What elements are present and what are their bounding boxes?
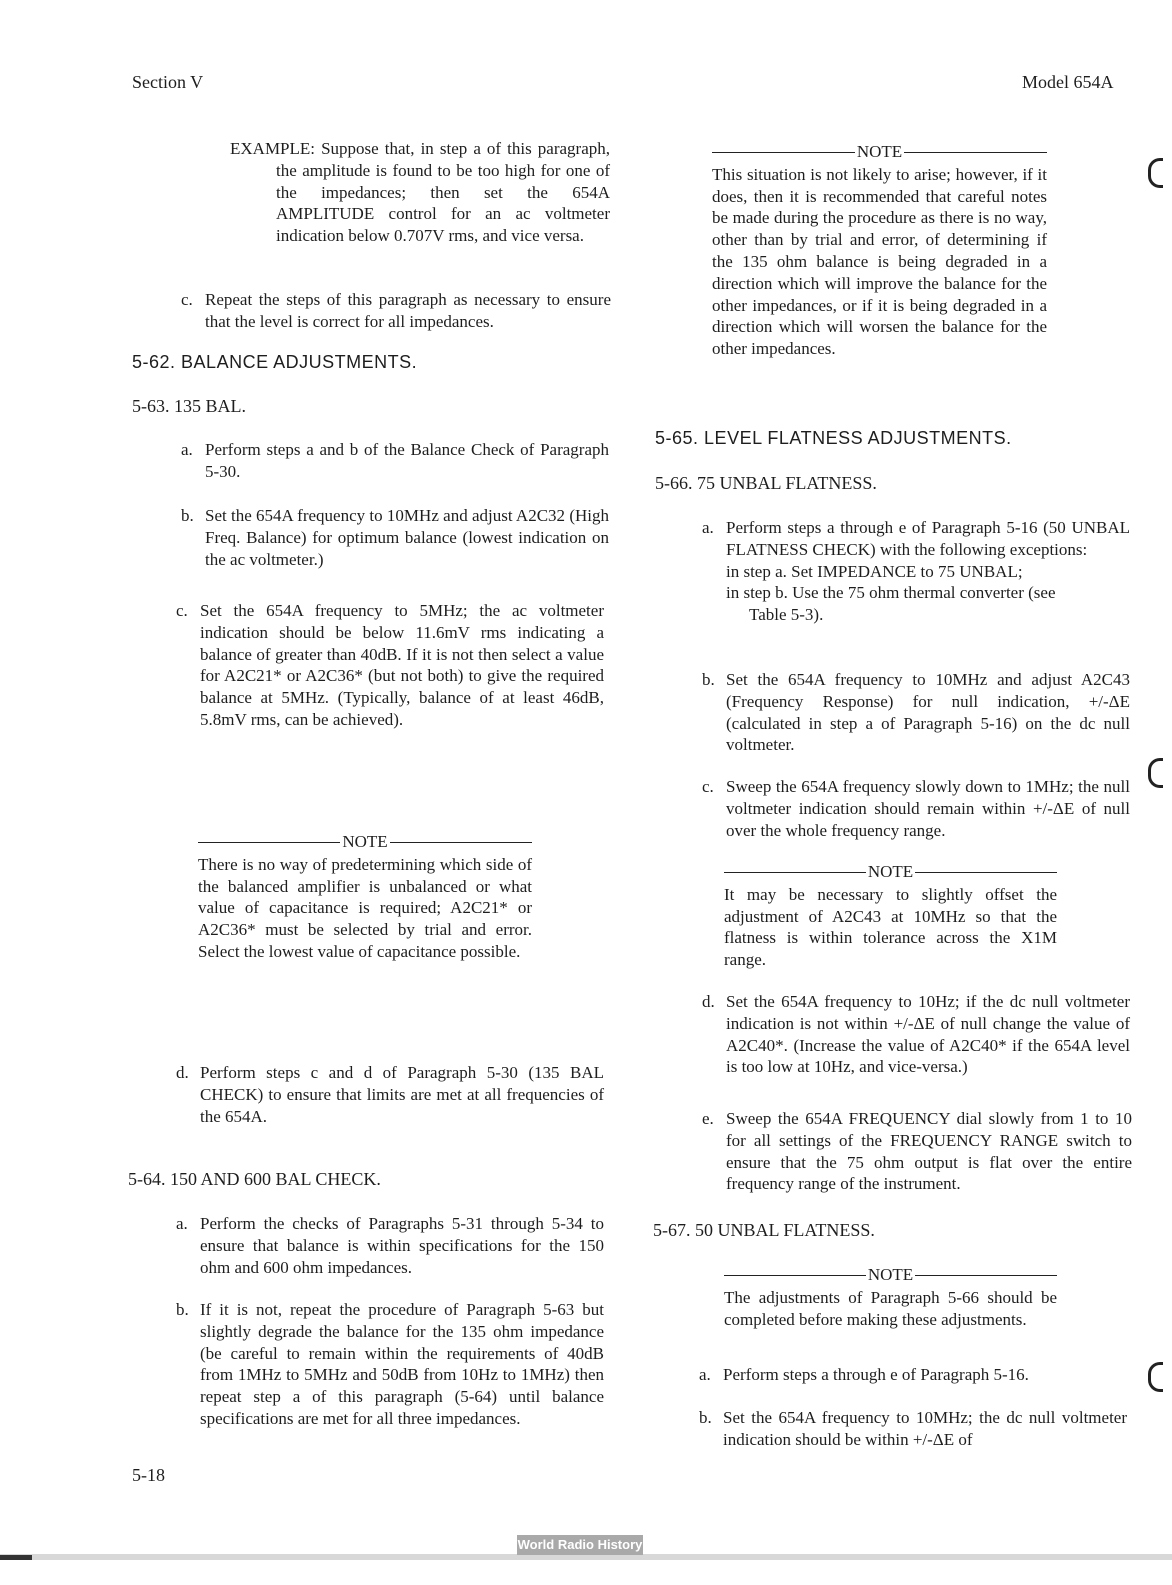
step-label: e. <box>702 1109 714 1128</box>
example-block <box>230 138 610 247</box>
page-number: 5-18 <box>132 1465 165 1485</box>
step-label: d. <box>702 992 715 1011</box>
note-text: This situation is not likely to arise; however, if it does, then it is recommended that careful notes be made during the procedure as there is no way, other than by trial and error, of determining if the 135 ohm balance is being degraded in a direction which will improve the balance for the other impedances, or if it is being degraded in a direction which will worsen the balance for the other impedances. <box>712 164 1047 359</box>
step-text: Set the 654A frequency to 10MHz and adjust A2C32 (High Freq. Balance) for optimum balance (lowest indication on the ac voltmeter.) <box>205 506 609 569</box>
step-5-66-d <box>702 991 1130 1078</box>
step-label: b. <box>181 506 194 525</box>
step-5-63-b <box>181 505 609 570</box>
step-text: Set the 654A frequency to 10Hz; if the dc null voltmeter indication is not within +/-ΔE of null change the value of A2C40*. (Increase the value of A2C40* if the 654A level is too low at 10Hz, and vice-versa.) <box>726 992 1130 1077</box>
heading-5-65 <box>655 428 1012 450</box>
heading-5-67 <box>653 1220 875 1242</box>
heading-title: 150 AND 600 BAL CHECK. <box>170 1169 381 1189</box>
heading-number: 5-65. <box>655 428 699 448</box>
step-text: Set the 654A frequency to 10MHz and adjust A2C43 (Frequency Response) for null indication, +/-ΔE (calculated in step a of Paragraph 5-16) on the dc null voltmeter. <box>726 670 1130 755</box>
step-text: Set the 654A frequency to 5MHz; the ac voltmeter indication should be below 11.6mV rms indicating a balance of greater than 40dB. If it is not then select a value for A2C21* or A2C36* (but not both) to give the required balance at 5MHz. (Typically, balance of at least 46dB, 5.8mV rms, can be achieved). <box>200 601 604 729</box>
step-5-64-a <box>176 1213 604 1278</box>
binding-mark <box>1148 1362 1163 1392</box>
step-text: Repeat the steps of this paragraph as necessary to ensure that the level is correct for all impedances. <box>205 290 611 331</box>
step-5-67-b <box>699 1407 1127 1451</box>
step-label: d. <box>176 1063 189 1082</box>
model-header: Model 654A <box>1022 72 1114 92</box>
step-text: Perform steps a through e of Paragraph 5-16. <box>723 1365 1029 1384</box>
note-title: NOTE <box>856 142 903 161</box>
note-text: It may be necessary to slightly offset the adjustment of A2C43 at 10MHz so that the flatness is within tolerance across the X1M range. <box>724 884 1057 970</box>
note-title: NOTE <box>867 862 914 881</box>
note-text: The adjustments of Paragraph 5-66 should be completed before making these adjustments. <box>724 1287 1057 1329</box>
heading-5-62 <box>132 352 417 374</box>
heading-5-63 <box>132 396 246 418</box>
step-sub-2: in step b. Use the 75 ohm thermal converter (see <box>726 583 1056 603</box>
step-label: b. <box>702 670 715 689</box>
step-label: c. <box>176 601 188 620</box>
step-label: a. <box>181 440 193 459</box>
watermark-badge: World Radio History <box>517 1535 643 1555</box>
step-text: Perform the checks of Paragraphs 5-31 through 5-34 to ensure that balance is within specifications for the 150 ohm and 600 ohm impedances. <box>200 1214 604 1277</box>
example-label: EXAMPLE: <box>230 139 315 158</box>
note-title: NOTE <box>342 832 388 851</box>
step-5-66-c <box>702 776 1130 841</box>
step-text: Sweep the 654A FREQUENCY dial slowly from 1 to 10 for all settings of the FREQUENCY RANGE switch to ensure that the 75 ohm output is flat over the entire frequency range of the instrument. <box>726 1109 1132 1194</box>
heading-number: 5-67. <box>653 1220 691 1240</box>
step-sub-1: in step a. Set IMPEDANCE to 75 UNBAL; <box>726 561 1023 581</box>
step-label: c. <box>702 777 714 796</box>
note-offset <box>724 861 1057 971</box>
note-text: There is no way of predetermining which side of the balanced amplifier is unbalanced or what value of capacitance is required; A2C21* or A2C36* must be selected by trial and error. Select the lowest value of capacitance possible. <box>198 854 532 961</box>
step-label: a. <box>176 1214 188 1233</box>
step-text: Set the 654A frequency to 10MHz; the dc null voltmeter indication should be within +/-ΔE of <box>723 1408 1127 1449</box>
heading-title: 50 UNBAL FLATNESS. <box>695 1220 875 1240</box>
section-header: Section V <box>132 72 204 92</box>
step-5-67-a <box>699 1364 1127 1386</box>
step-5-66-b <box>702 669 1130 756</box>
step-label: b. <box>176 1300 189 1319</box>
step-text: Perform steps c and d of Paragraph 5-30 (135 BAL CHECK) to ensure that limits are met at all frequencies of the 654A. <box>200 1063 604 1126</box>
binding-mark <box>1148 158 1163 188</box>
step-5-66-e <box>702 1108 1132 1195</box>
step-label: c. <box>181 290 193 309</box>
step-label: a. <box>702 518 714 537</box>
heading-5-64 <box>128 1169 381 1191</box>
note-adjustments <box>724 1264 1057 1330</box>
step-5-63-a <box>181 439 609 483</box>
step-5-63-c <box>176 600 604 731</box>
heading-title: BALANCE ADJUSTMENTS. <box>181 352 418 372</box>
step-text: Perform steps a and b of the Balance Check of Paragraph 5-30. <box>205 440 609 481</box>
step-text: Perform steps a through e of Paragraph 5-16 (50 UNBAL FLATNESS CHECK) with the following exceptions: <box>726 518 1130 559</box>
note-title: NOTE <box>867 1265 914 1284</box>
step-5-64-b <box>176 1299 604 1430</box>
binding-mark <box>1148 758 1163 788</box>
heading-number: 5-66. <box>655 473 693 493</box>
note-situation <box>712 141 1047 360</box>
step-5-63-d <box>176 1062 604 1127</box>
step-label: a. <box>699 1365 711 1384</box>
step-sub-3: Table 5-3). <box>749 605 824 625</box>
heading-title: 135 BAL. <box>174 396 246 416</box>
heading-number: 5-62. <box>132 352 176 372</box>
heading-number: 5-63. <box>132 396 170 416</box>
step-text: Sweep the 654A frequency slowly down to 1MHz; the null voltmeter indication should remain within +/-ΔE of null over the whole frequency range. <box>726 777 1130 840</box>
heading-title: 75 UNBAL FLATNESS. <box>697 473 877 493</box>
heading-number: 5-64. <box>128 1169 166 1189</box>
step-5-66-a <box>702 517 1130 626</box>
example-text: Suppose that, in step a of this paragraph, the amplitude is found to be too high for one of the impedances; then set the 654A AMPLITUDE control for an ac voltmeter indication below 0.707V rms, and vice versa. <box>276 139 610 246</box>
step-text: If it is not, repeat the procedure of Paragraph 5-63 but slightly degrade the balance for the 135 ohm impedance (be careful to remain within the requirements of 40dB from 1MHz to 5MHz and 50dB from 10Hz to 1MHz) then repeat step a of this paragraph (5-64) until balance specifications are met for all three impedances. <box>200 1300 604 1428</box>
note-balance <box>198 831 532 963</box>
heading-title: LEVEL FLATNESS ADJUSTMENTS. <box>704 428 1012 448</box>
step-c-top <box>181 289 611 333</box>
footer-stub <box>0 1555 32 1560</box>
step-label: b. <box>699 1408 712 1427</box>
heading-5-66 <box>655 473 877 495</box>
